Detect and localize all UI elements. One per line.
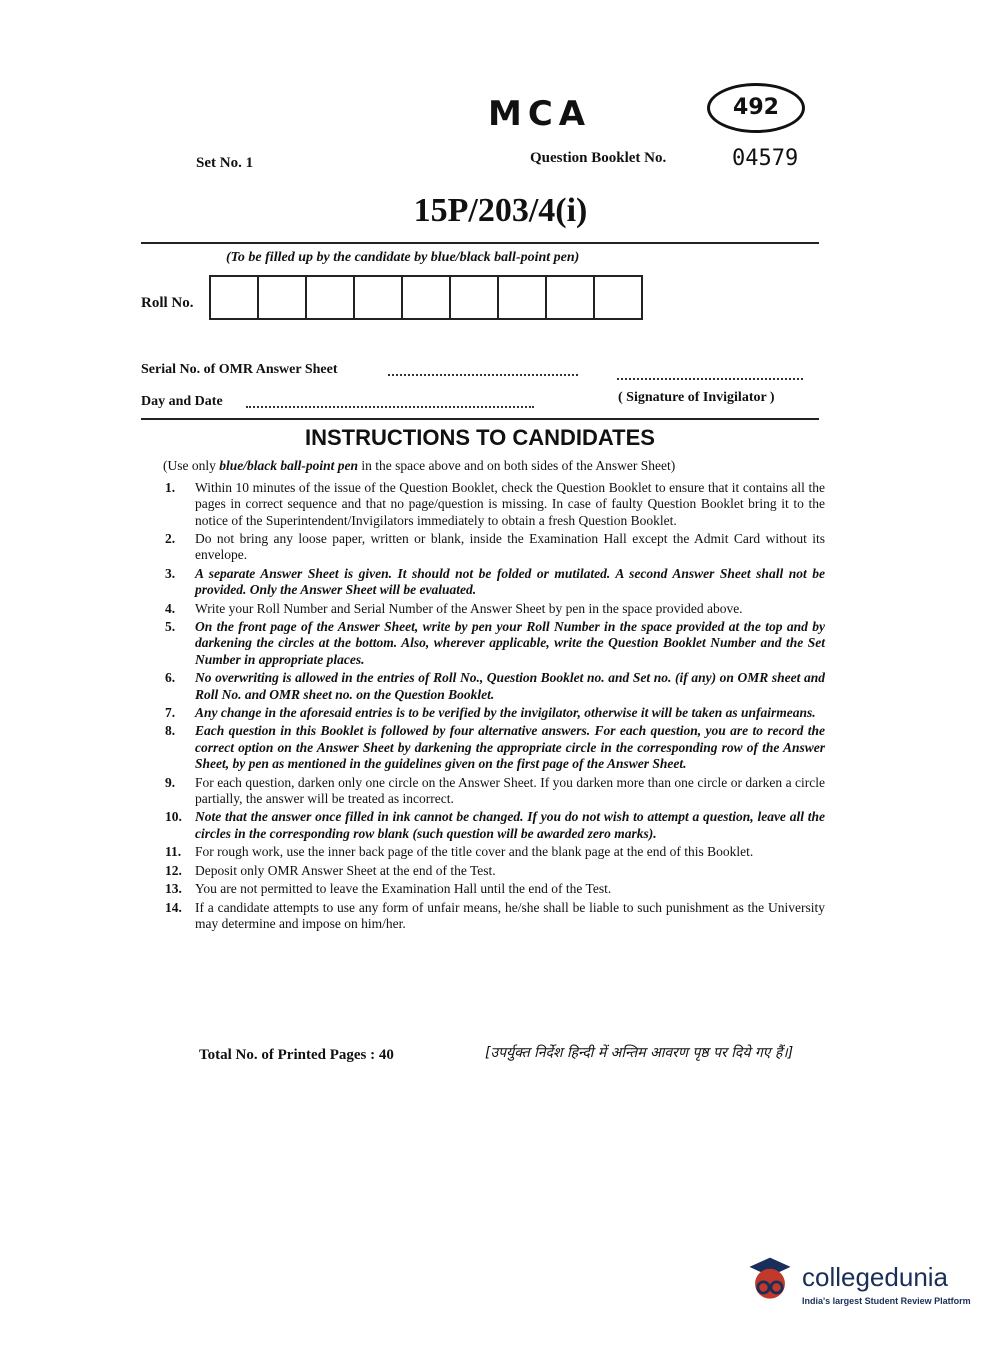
instruction-item <box>165 531 825 564</box>
instruction-number: 5. <box>165 619 176 635</box>
instruction-text: Deposit only OMR Answer Sheet at the end of the Test. <box>195 862 496 878</box>
instruction-number: 12. <box>165 862 182 878</box>
instruction-item <box>165 723 825 772</box>
instructions-list <box>165 480 825 934</box>
instruction-item <box>165 480 825 529</box>
roll-no-digit-box[interactable] <box>595 277 641 318</box>
instruction-text: On the front page of the Answer Sheet, write by pen your Roll Number in the space provided at the top and by darkening the circles at the bottom. Also, wherever applicable, write the Question Booklet Number and the Set Number in appropriate places. <box>195 619 825 667</box>
total-printed-pages: Total No. of Printed Pages : 40 <box>199 1047 394 1063</box>
handwritten-badge: 492 <box>707 83 805 133</box>
instruction-text: For rough work, use the inner back page of the title cover and the blank page at the end of this Booklet. <box>195 844 754 860</box>
instruction-text: No overwriting is allowed in the entries of Roll No., Question Booklet no. and Set no. (if any) on OMR sheet and Roll No. and OMR sheet no. on the Question Booklet. <box>195 670 825 702</box>
instruction-item <box>165 863 825 879</box>
roll-no-label: Roll No. <box>141 295 194 311</box>
instruction-item <box>165 601 825 617</box>
question-booklet-number: 04579 <box>732 146 799 171</box>
omr-serial-label: Serial No. of OMR Answer Sheet <box>141 362 338 377</box>
instruction-number: 10. <box>165 809 182 825</box>
invigilator-signature-label: ( Signature of Invigilator ) <box>618 390 775 405</box>
watermark-tagline: India's largest Student Review Platform <box>802 1296 971 1306</box>
roll-no-digit-box[interactable] <box>547 277 595 318</box>
instruction-item <box>165 566 825 599</box>
watermark-brand: collegedunia <box>802 1262 949 1292</box>
fill-note: (To be filled up by the candidate by blue/black ball-point pen) <box>226 250 580 265</box>
instruction-item <box>165 619 825 668</box>
instruction-item <box>165 881 825 897</box>
instruction-text: Within 10 minutes of the issue of the Question Booklet, check the Question Booklet to ensure that it contains all the pages in correct sequence and that no page/question is missing. In case of faulty Question Booklet bring it to the notice of the Superintendent/Invigilators immediately to obtain a fresh Question Booklet. <box>195 480 825 528</box>
instruction-number: 14. <box>165 899 182 915</box>
instruction-item <box>165 844 825 860</box>
instruction-text: Write your Roll Number and Serial Number of the Answer Sheet by pen in the space provided above. <box>195 600 743 616</box>
instruction-number: 3. <box>165 565 176 581</box>
roll-no-digit-box[interactable] <box>355 277 403 318</box>
instruction-text: For each question, darken only one circle on the Answer Sheet. If you darken more than one circle or darken a circle partially, the answer will be treated as incorrect. <box>195 774 825 806</box>
roll-no-digit-box[interactable] <box>259 277 307 318</box>
instruction-item <box>165 670 825 703</box>
question-booklet-label: Question Booklet No. <box>530 150 667 166</box>
roll-no-digit-box[interactable] <box>307 277 355 318</box>
top-divider <box>141 242 819 244</box>
collegedunia-logo-icon <box>742 1250 798 1310</box>
paper-code: 15P/203/4(i) <box>413 192 588 229</box>
instruction-text: A separate Answer Sheet is given. It should not be folded or mutilated. A second Answer Sheet shall not be provided. Only the Answer Sheet will be evaluated. <box>195 565 825 598</box>
day-date-field[interactable] <box>246 406 534 408</box>
intro-emphasis: blue/black ball-point pen <box>219 458 359 473</box>
instruction-number: 9. <box>165 774 176 790</box>
day-date-label: Day and Date <box>141 394 223 409</box>
instruction-text: You are not permitted to leave the Examination Hall until the end of the Test. <box>195 881 612 897</box>
roll-no-boxes[interactable] <box>209 275 643 320</box>
instruction-number: 2. <box>165 531 176 547</box>
intro-prefix: (Use only <box>163 458 220 473</box>
roll-no-digit-box[interactable] <box>451 277 499 318</box>
instruction-number: 11. <box>165 844 182 860</box>
omr-serial-field[interactable] <box>388 374 578 376</box>
bottom-divider <box>141 418 819 420</box>
set-number: Set No. 1 <box>196 155 254 171</box>
instruction-number: 6. <box>165 670 176 686</box>
roll-no-digit-box[interactable] <box>499 277 547 318</box>
instruction-number: 1. <box>165 480 176 495</box>
instruction-item <box>165 775 825 808</box>
instruction-text: Do not bring any loose paper, written or blank, inside the Examination Hall except the Admit Card without its envelope. <box>195 531 825 563</box>
intro-suffix: in the space above and on both sides of the Answer Sheet) <box>358 458 676 473</box>
instructions-intro <box>163 458 833 474</box>
instruction-number: 4. <box>165 600 176 616</box>
invigilator-signature-field[interactable] <box>617 378 803 380</box>
instruction-text: If a candidate attempts to use any form of unfair means, he/she shall be liable to such punishment as the University may determine and impose on him/her. <box>195 899 825 931</box>
instruction-number: 13. <box>165 881 182 897</box>
instruction-text: Note that the answer once filled in ink cannot be changed. If you do not wish to attempt a question, leave all the circles in the corresponding row blank (such question will be awarded zero marks). <box>195 809 825 841</box>
instruction-number: 8. <box>165 723 176 739</box>
instruction-text: Any change in the aforesaid entries is to be verified by the invigilator, otherwise it will be taken as unfairmeans. <box>195 704 816 720</box>
instruction-text: Each question in this Booklet is followed by four alternative answers. For each question, you are to record the correct option on the Answer Sheet by darkening the appropriate circle in the corresponding row of the Answer Sheet, by pen as mentioned in the guidelines given on the first page of the Answer Sheet. <box>195 723 825 772</box>
instruction-item <box>165 900 825 933</box>
instruction-item <box>165 809 825 842</box>
roll-no-digit-box[interactable] <box>211 277 259 318</box>
roll-no-digit-box[interactable] <box>403 277 451 318</box>
instruction-number: 7. <box>165 704 176 720</box>
instruction-item <box>165 705 825 721</box>
instructions-title: INSTRUCTIONS TO CANDIDATES <box>305 425 655 450</box>
hindi-note: [उपर्युक्त निर्देश हिन्दी में अन्तिम आवरण पृष्ठ पर दिये गए हैं।] <box>485 1045 794 1061</box>
handwritten-course: MCA <box>488 94 592 134</box>
